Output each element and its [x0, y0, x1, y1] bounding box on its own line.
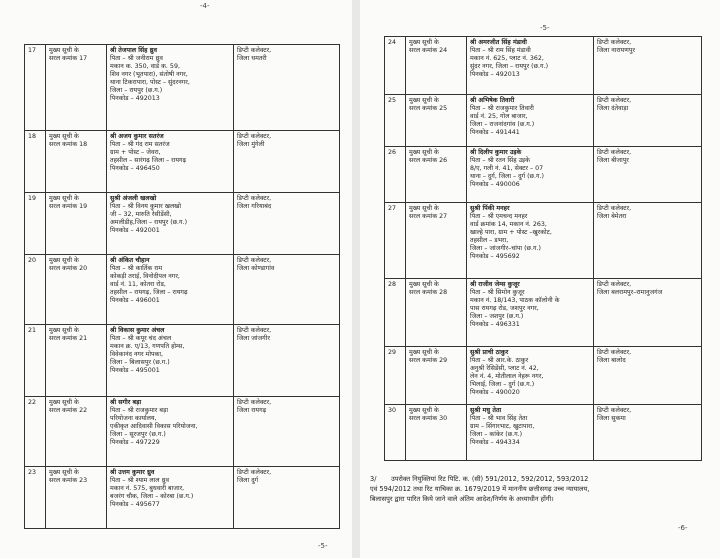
address-line: परियोजना कार्यालय, — [110, 415, 157, 423]
reference-cell — [46, 325, 107, 397]
address-line: पिनकोड – 495692 — [470, 253, 520, 261]
footer-marker: 3/ — [370, 475, 377, 483]
address-line: विवेकानंद नगर मोपका, — [110, 351, 163, 359]
candidate-name: श्री दिलीप कुमार उइके — [470, 149, 522, 156]
posting-line: डिप्टी कलेक्टर, — [597, 407, 632, 414]
address-line: मकान क्र. ए/13, गणपति होम्स, — [110, 343, 185, 351]
address-line: पिता – श्री कार्तिक राम — [110, 265, 163, 273]
posting-line: डिप्टी कलेक्टर, — [237, 47, 272, 54]
address-line: अमलीडीह,जिला – रायपुर (छ.ग.) — [110, 219, 188, 227]
page-number-bottom: -6- — [678, 524, 688, 532]
posting-line: जिला कोण्डागांव — [237, 265, 275, 273]
posting-line: डिप्टी कलेक्टर, — [597, 149, 632, 156]
candidate-name: श्री अभिषेक तिवारी — [470, 97, 515, 104]
address-line: पिनकोड – 490020 — [470, 389, 520, 397]
candidate-name: श्री अमरजीत सिंह मंडावी — [470, 39, 527, 46]
posting-line: जिला बलरामपुर–रामानुजगंज — [597, 289, 663, 297]
page-number-top: -4- — [200, 2, 210, 10]
candidate-name: सुश्री मधु तेता — [470, 407, 502, 414]
address-line: पिनकोड – 492013 — [110, 95, 160, 103]
serial-number-cell: 19 — [25, 193, 46, 255]
posting-line: जिला बेमेतरा — [597, 213, 627, 221]
address-line: पिता – श्री गंद राम सतरंज — [110, 141, 170, 149]
reference-line: मुख्य सूची के — [409, 407, 439, 414]
address-line: जिला – राजनांदगांव (छ.ग.) — [470, 121, 535, 129]
address-line: खाल्हे पारा, ग्राम + पोस्ट –खुरकोट, — [470, 229, 552, 237]
address-line: जी – 32, मारुति रेसीडेंसी, — [110, 211, 172, 219]
posting-cell — [234, 193, 340, 255]
address-line: जिला – कांकेर (छ.ग.) — [470, 431, 523, 439]
posting-cell — [234, 131, 340, 193]
book-gutter — [352, 0, 360, 558]
posting-line: जिला नारायणपुर — [597, 47, 635, 55]
reference-cell — [406, 147, 467, 203]
candidate-name: श्री सगीर बड़ा — [110, 399, 142, 406]
address-line: लेन नं. 4, मोतीलाल नेहरू नगर, — [470, 373, 544, 381]
reference-line: सरल कमांक 21 — [49, 335, 88, 343]
address-line: थाना – दुर्ग, जिला – दुर्ग (छ.ग.) — [470, 173, 544, 181]
reference-cell — [46, 397, 107, 467]
address-line: अनुश्री रेसिडेंसी, प्लाट नं. 42, — [470, 365, 539, 373]
address-line: जिला – सूरजपुर (छ.ग.) — [110, 431, 166, 439]
address-line: मकान नं. 575, बुधवारी बाजार, — [110, 485, 185, 493]
right-page — [360, 0, 720, 558]
posting-line: डिप्टी कलेक्टर, — [237, 195, 272, 202]
reference-line: सरल कमांक 18 — [49, 141, 88, 149]
address-line: मकान नं. 625, प्लाट नं. 362, — [470, 55, 544, 63]
address-line: मकान नं. 18/143, पाठक कॉलोनी के — [470, 297, 560, 305]
serial-number-cell: 18 — [25, 131, 46, 193]
address-line: पिता – श्री आर.के. ठाकुर — [470, 357, 529, 365]
address-line: पिनकोड – 495677 — [110, 501, 160, 509]
serial-number-cell: 17 — [25, 45, 46, 131]
serial-number-cell: 29 — [385, 347, 406, 405]
table-row — [385, 37, 702, 95]
candidate-name: श्री उत्तम कुमार ध्रुव — [110, 469, 155, 476]
address-line: पिता – श्री जनीराम ध्रुव — [110, 55, 163, 63]
left-page — [0, 0, 352, 558]
address-line: जिला – बिलासपुर (छ.ग.) — [110, 359, 170, 367]
address-line: पिता – श्री राजकुमार बड़ा — [110, 407, 168, 415]
address-line: पिता – श्री राजकुमार तिवारी — [470, 105, 534, 113]
address-line: पिता – श्री भाव सिंह तेता — [470, 415, 528, 423]
posting-line: डिप्टी कलेक्टर, — [597, 205, 632, 212]
reference-line: मुख्य सूची के — [409, 39, 439, 46]
address-line: वार्ड नं. 25, गोल बाजार, — [470, 113, 528, 121]
address-line: सुंदर नगर, जिला – रायपुर (छ.ग.) — [470, 63, 549, 71]
table-row — [25, 45, 340, 131]
address-line: पिनकोड – 496001 — [110, 297, 160, 305]
table-row — [385, 405, 702, 461]
candidate-details-cell — [107, 255, 234, 325]
posting-line: जिला जांजगीर — [237, 335, 270, 343]
address-line: पिनकोड – 496450 — [110, 165, 160, 173]
address-line: पिता – श्री श्याम लाल ध्रुव — [110, 477, 169, 485]
address-line: पिनकोड – 494334 — [470, 439, 520, 447]
address-line: पिता – श्री राम सिंह मंडावी — [470, 47, 531, 55]
address-line: ग्राम – सिंगारभाट, खुटापारा, — [470, 423, 535, 431]
reference-cell — [46, 467, 107, 529]
candidate-details-cell — [467, 147, 594, 203]
reference-line: सरल कमांक 17 — [49, 55, 88, 63]
posting-line: जिला बालोद — [597, 357, 626, 365]
posting-line: जिला दंतेवाड़ा — [597, 105, 629, 113]
serial-number-cell: 26 — [385, 147, 406, 203]
address-line: कोकड़ी तराई, विनोदीपल नगर, — [110, 273, 180, 281]
candidate-details-cell — [107, 131, 234, 193]
candidate-name: श्री विकास कुमार अंचल — [110, 327, 165, 334]
posting-cell — [594, 405, 702, 461]
candidate-details-cell — [467, 95, 594, 147]
reference-line: मुख्य सूची के — [409, 349, 439, 356]
reference-line: मुख्य सूची के — [49, 327, 79, 334]
reference-line: सरल कमांक 28 — [409, 289, 448, 297]
address-line: थाना टिकरापारा, पोस्ट – सुंदरनगर, — [110, 79, 190, 87]
reference-line: सरल कमांक 20 — [49, 265, 88, 273]
posting-cell — [594, 347, 702, 405]
candidate-details-cell — [107, 325, 234, 397]
appointment-table-right — [384, 36, 702, 461]
serial-number-cell: 20 — [25, 255, 46, 325]
table-row — [25, 467, 340, 529]
reference-line: मुख्य सूची के — [49, 47, 79, 54]
posting-cell — [594, 147, 702, 203]
reference-line: सरल कमांक 26 — [409, 157, 448, 165]
page-number-bottom: -5- — [318, 542, 328, 550]
posting-cell — [594, 203, 702, 279]
address-line: तहसील – सारंगढ़ जिला – रायगढ़ — [110, 157, 187, 165]
table-row — [385, 203, 702, 279]
reference-cell — [46, 193, 107, 255]
candidate-details-cell — [467, 347, 594, 405]
candidate-details-cell — [467, 279, 594, 347]
reference-cell — [406, 37, 467, 95]
posting-cell — [234, 255, 340, 325]
reference-cell — [406, 347, 467, 405]
address-line: शिव नगर (भूतपारा), संतोषी नगर, — [110, 71, 188, 79]
address-line: पिता – श्री एमचन्द मनहर — [470, 213, 528, 221]
reference-cell — [46, 255, 107, 325]
footer-note — [370, 474, 712, 505]
posting-line: जिला धमतरी — [237, 55, 267, 63]
address-line: जिला – रायपुर (छ.ग.) — [110, 87, 163, 95]
candidate-name: सुश्री अंजली खलखो — [110, 195, 157, 202]
posting-cell — [594, 279, 702, 347]
posting-line: डिप्टी कलेक्टर, — [597, 97, 632, 104]
posting-line: डिप्टी कलेक्टर, — [597, 349, 632, 356]
address-line: पिनकोड – 492001 — [110, 227, 160, 235]
address-line: पिनकोड – 490006 — [470, 181, 520, 189]
posting-line: डिप्टी कलेक्टर, — [237, 327, 272, 334]
address-line: पिनकोड – 496331 — [470, 321, 520, 329]
footer-line-1: 3/ उपरोक्त नियुक्तियां रिट पिटि. क. (सी) 591/2012, 592/2012, 593/2012 — [370, 475, 589, 483]
reference-line: मुख्य सूची के — [49, 195, 79, 202]
posting-line: डिप्टी कलेक्टर, — [597, 39, 632, 46]
address-line: जिला – जशपुर (छ.ग.) — [470, 313, 524, 321]
posting-line: जिला सुकमा — [597, 415, 626, 423]
serial-number-cell: 27 — [385, 203, 406, 279]
reference-cell — [46, 131, 107, 193]
reference-cell — [406, 95, 467, 147]
reference-line: सरल कमांक 30 — [409, 415, 448, 423]
address-line: पिता – श्री रतन सिंह उइके — [470, 157, 530, 165]
address-line: पिनकोड – 497229 — [110, 439, 160, 447]
address-line: मकान क. 350, वार्ड क. 59, — [110, 63, 180, 71]
candidate-name: सुश्री प्राची ठाकुर — [470, 349, 509, 356]
candidate-details-cell — [107, 193, 234, 255]
posting-cell — [234, 397, 340, 467]
posting-line: डिप्टी कलेक्टर, — [237, 399, 272, 406]
candidate-name: सुश्री पिंकी मनहर — [470, 205, 510, 212]
page-number-top: -5- — [540, 24, 550, 32]
table-row — [385, 347, 702, 405]
address-line: पिनकोड – 491441 — [470, 129, 520, 137]
posting-cell — [594, 95, 702, 147]
table-row — [385, 95, 702, 147]
posting-line: जिला मुंगेली — [237, 141, 265, 149]
serial-number-cell: 25 — [385, 95, 406, 147]
table-row — [25, 255, 340, 325]
reference-line: मुख्य सूची के — [409, 205, 439, 212]
reference-line: सरल कमांक 22 — [49, 407, 88, 415]
posting-cell — [234, 45, 340, 131]
reference-cell — [406, 279, 467, 347]
reference-line: मुख्य सूची के — [409, 281, 439, 288]
reference-line: सरल कमांक 23 — [49, 477, 88, 485]
footer-line-2: एवं 594/2012 तथा रिट याचिका क्र. 1679/2019 में माननीय छत्तीसगढ़ उच्च न्यायालय, — [370, 485, 590, 494]
candidate-name: श्री तेजपाल सिंह ध्रुव — [110, 47, 158, 54]
candidate-details-cell — [467, 203, 594, 279]
table-row — [385, 147, 702, 203]
table-row — [25, 131, 340, 193]
address-line: पिता – श्री कपूर चंद अंचल — [110, 335, 172, 343]
reference-line: सरल कमांक 25 — [409, 105, 448, 113]
address-line: तहसील – रायगढ़, जिला – रायगढ़ — [110, 289, 188, 297]
reference-cell — [46, 45, 107, 131]
serial-number-cell: 23 — [25, 467, 46, 529]
address-line: पिनकोड – 495001 — [110, 367, 160, 375]
posting-line: डिप्टी कलेक्टर, — [597, 281, 632, 288]
address-line: पिता – श्री विनय कुमार खलखो — [110, 203, 181, 211]
candidate-details-cell — [107, 397, 234, 467]
posting-line: डिप्टी कलेक्टर, — [237, 469, 272, 476]
table-row — [25, 397, 340, 467]
posting-cell — [234, 325, 340, 397]
candidate-details-cell — [107, 467, 234, 529]
posting-line: जिला दुर्ग — [237, 477, 259, 485]
reference-line: सरल कमांक 27 — [409, 213, 448, 221]
posting-line: डिप्टी कलेक्टर, — [237, 133, 272, 140]
reference-cell — [406, 203, 467, 279]
candidate-details-cell — [107, 45, 234, 131]
serial-number-cell: 28 — [385, 279, 406, 347]
serial-number-cell: 30 — [385, 405, 406, 461]
table-row — [385, 279, 702, 347]
reference-line: मुख्य सूची के — [409, 97, 439, 104]
serial-number-cell: 22 — [25, 397, 46, 467]
candidate-details-cell — [467, 405, 594, 461]
candidate-name: श्री राजीव जेम्स कुजूर — [470, 281, 520, 288]
reference-line: मुख्य सूची के — [49, 399, 79, 406]
footer-line-3: बिलासपुर द्वारा पारित किये जाने वाले अंतिम आदेश/निर्णय के अध्याधीन होंगी। — [370, 495, 554, 504]
posting-line: जिला गरियाबंद — [237, 203, 272, 211]
address-line: तहसील – डभरा, — [470, 237, 509, 245]
posting-cell — [234, 467, 340, 529]
posting-line: जिला रायगढ़ — [237, 407, 267, 415]
address-line: 8/ए, गली नं. 41, सेक्टर – 07 — [470, 165, 544, 173]
address-line: पिनकोड – 492013 — [470, 71, 520, 79]
candidate-details-cell — [467, 37, 594, 95]
address-line: जिला – जांजगीर–चांपा (छ.ग.) — [470, 245, 541, 253]
table-row — [25, 325, 340, 397]
address-line: पिता – श्री सिमोन कुजूर — [470, 289, 525, 297]
address-line: भिलाई, जिला – दुर्ग (छ.ग.) — [470, 381, 535, 389]
reference-line: मुख्य सूची के — [49, 469, 79, 476]
candidate-name: श्री अजय कुमार सतरंज — [110, 133, 164, 140]
reference-cell — [406, 405, 467, 461]
address-line: एकीकृत आदिवासी विकास परियोजना, — [110, 423, 198, 431]
serial-number-cell: 24 — [385, 37, 406, 95]
serial-number-cell: 21 — [25, 325, 46, 397]
address-line: पास रायगढ़ रोड, जशपुर नगर, — [470, 305, 539, 313]
posting-line: डिप्टी कलेक्टर, — [237, 257, 272, 264]
reference-line: मुख्य सूची के — [49, 257, 79, 264]
appointment-table-left — [24, 44, 340, 529]
posting-cell — [594, 37, 702, 95]
posting-line: जिला बीजापुर — [597, 157, 629, 165]
address-line: बजरंग चौक, जिला – कोरबा (छ.ग.) — [110, 493, 194, 501]
address-line: ग्राम + पोस्ट – जेवरा, — [110, 149, 161, 157]
reference-line: मुख्य सूची के — [49, 133, 79, 140]
candidate-name: श्री अंकित चौहान — [110, 257, 150, 264]
reference-line: मुख्य सूची के — [409, 149, 439, 156]
address-line: वार्ड नं. 11, कोतरा रोड, — [110, 281, 166, 289]
reference-line: सरल कमांक 24 — [409, 47, 448, 55]
reference-line: सरल कमांक 29 — [409, 357, 448, 365]
address-line: वार्ड क्रमांक 14, मकान नं. 263, — [470, 221, 547, 229]
reference-line: सरल कमांक 19 — [49, 203, 88, 211]
table-row — [25, 193, 340, 255]
